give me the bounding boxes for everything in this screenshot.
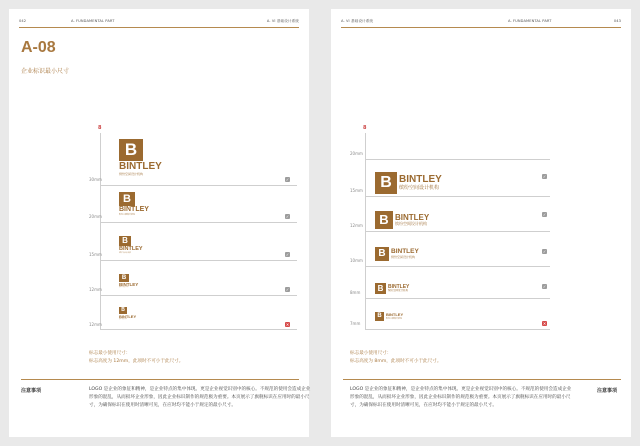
logo-mark: B bbox=[375, 283, 386, 294]
measure-axis bbox=[100, 133, 101, 329]
size-label: 12mm bbox=[89, 287, 102, 292]
section-label: A. VI 基础设计系统 bbox=[266, 19, 299, 23]
logo-mark: B bbox=[119, 307, 127, 314]
size-label: 20mm bbox=[350, 151, 363, 156]
logo-20mm bbox=[119, 192, 149, 216]
size-label: 15mm bbox=[89, 252, 102, 257]
spec-line: 标志高度为 8mm，此项时不可小于此尺寸。 bbox=[350, 358, 442, 364]
size-row-line bbox=[365, 266, 550, 267]
logo-10mm bbox=[375, 247, 419, 261]
spec-note bbox=[89, 350, 183, 365]
check-icon: ✓ bbox=[285, 214, 290, 219]
size-row-line bbox=[100, 295, 297, 296]
check-icon: ✓ bbox=[285, 252, 290, 257]
logo-wordmark: BINTLEY bbox=[391, 247, 419, 255]
logo-wordmark: BINTLEY bbox=[119, 206, 149, 213]
notice-heading: 注意事项 bbox=[21, 388, 42, 394]
logo-tagline: 缤纷空间设计机构 bbox=[386, 317, 403, 320]
logo-mark: B bbox=[375, 312, 384, 321]
size-row-line bbox=[100, 222, 297, 223]
right-page bbox=[331, 9, 631, 437]
logo-mark: B bbox=[119, 274, 129, 282]
logo-wordmark: BINTLEY bbox=[119, 246, 143, 252]
check-icon: ✓ bbox=[542, 174, 547, 179]
logo-mark: B bbox=[375, 211, 393, 229]
check-icon: ✓ bbox=[542, 249, 547, 254]
check-icon: ✓ bbox=[285, 287, 290, 292]
page-number: 042 bbox=[19, 19, 27, 23]
size-row-line bbox=[365, 329, 550, 330]
logo-tagline: 缤纷空间设计机构 bbox=[119, 287, 129, 288]
body-text: LOGO 是企业的象征和精神，是企业特点的集中体现。更是企业视觉识别中的核心。不规范的使用会造成企业形象的混乱，从而损坏企业形象，因此企业标识制作的规范极为重要。本页展示了旗舰标识在应用时的最小尺寸，为确保标识在使用时清晰可见，在应时均不能小于规定的最小尺寸。 bbox=[350, 387, 572, 408]
divider bbox=[343, 379, 621, 380]
size-label: 10mm bbox=[350, 258, 363, 263]
size-label: 12mm bbox=[89, 322, 102, 327]
logo-wordmark: BINTLEY bbox=[119, 282, 139, 287]
logo-8mm bbox=[375, 283, 409, 294]
logo-mark: B bbox=[375, 247, 389, 261]
logo-tagline: 缤纷空间设计机构 bbox=[119, 214, 136, 216]
size-label: 20mm bbox=[89, 214, 102, 219]
page-header bbox=[341, 18, 621, 28]
logo-mark: B bbox=[119, 192, 135, 206]
logo-tagline: 缤纷空间设计机构 bbox=[388, 288, 409, 292]
size-row-line bbox=[365, 196, 550, 197]
cross-icon: ✕ bbox=[285, 322, 290, 327]
body-text: LOGO 是企业的象征和精神，是企业特点的集中体现。更是企业视觉识别中的核心。不规范的使用会造成企业形象的混乱，从而损坏企业形象，因此企业标识制作的规范极为重要。本页展示了旗舰标识在应用时的最小尺寸，为确保标识在使用时清晰可见，在应时均不能小于规定的最小尺寸。 bbox=[89, 387, 311, 408]
logo-too-small bbox=[375, 312, 403, 321]
check-icon: ✓ bbox=[285, 177, 290, 182]
logo-tagline: 缤纷空间设计机构 bbox=[391, 254, 416, 259]
logo-tagline: 缤纷空间设计机构 bbox=[119, 253, 131, 254]
logo-tagline: 缤纷空间设计机构 bbox=[395, 221, 427, 226]
check-icon: ✓ bbox=[542, 212, 547, 217]
measure-marker: 8 bbox=[363, 125, 367, 131]
size-label: 12mm bbox=[350, 223, 363, 228]
notice-heading: 注意事项 bbox=[597, 388, 618, 394]
size-label: 30mm bbox=[89, 177, 102, 182]
logo-wordmark: BINTLEY bbox=[119, 161, 162, 172]
logo-too-small bbox=[119, 307, 136, 320]
page-number: 043 bbox=[613, 19, 621, 23]
logo-15mm bbox=[119, 236, 143, 254]
size-row-line bbox=[365, 298, 550, 299]
logo-mark: B bbox=[119, 236, 131, 246]
spec-line: 标志最小使用尺寸： bbox=[89, 351, 131, 356]
logo-tagline: 缤纷空间设计机构 bbox=[399, 184, 440, 191]
size-row-line bbox=[100, 185, 297, 186]
spec-line: 标志高度为 12mm，此项时不可小于此尺寸。 bbox=[89, 358, 184, 364]
spec-line: 标志最小使用尺寸： bbox=[350, 351, 392, 356]
size-label: 15mm bbox=[350, 188, 363, 193]
check-icon: ✓ bbox=[542, 284, 547, 289]
logo-12mm bbox=[119, 274, 138, 288]
size-row-line bbox=[365, 231, 550, 232]
page-header bbox=[19, 18, 299, 28]
size-row-line bbox=[100, 260, 297, 261]
logo-wordmark: BINTLEY bbox=[119, 314, 137, 319]
part-label: A. FUNDAMENTAL PART bbox=[71, 19, 115, 23]
logo-wordmark: BINTLEY bbox=[395, 212, 430, 222]
section-label: A. VI 基础设计系统 bbox=[341, 19, 374, 23]
logo-30mm bbox=[119, 139, 162, 176]
part-label: A. FUNDAMENTAL PART bbox=[508, 19, 552, 23]
spec-note bbox=[350, 350, 441, 365]
logo-wordmark: BINTLEY bbox=[386, 312, 404, 318]
measure-marker: 8 bbox=[98, 125, 102, 131]
logo-mark: B bbox=[119, 139, 143, 161]
page-title: A-08 bbox=[21, 39, 56, 56]
logo-15mm bbox=[375, 172, 442, 194]
size-label: 7mm bbox=[350, 321, 361, 326]
size-row-line bbox=[100, 329, 297, 330]
logo-tagline: 缤纷空间设计机构 bbox=[119, 172, 144, 176]
logo-wordmark: BINTLEY bbox=[399, 174, 442, 185]
logo-wordmark: BINTLEY bbox=[388, 283, 410, 290]
logo-tagline: 缤纷空间设计机构 bbox=[119, 319, 127, 320]
cross-icon: ✕ bbox=[542, 321, 547, 326]
size-label: 8mm bbox=[350, 290, 361, 295]
page-subtitle: 企业标识最小尺寸 bbox=[21, 68, 70, 75]
divider bbox=[21, 379, 299, 380]
logo-12mm bbox=[375, 211, 429, 229]
logo-mark: B bbox=[375, 172, 397, 194]
size-row-line bbox=[365, 159, 550, 160]
left-page bbox=[9, 9, 309, 437]
